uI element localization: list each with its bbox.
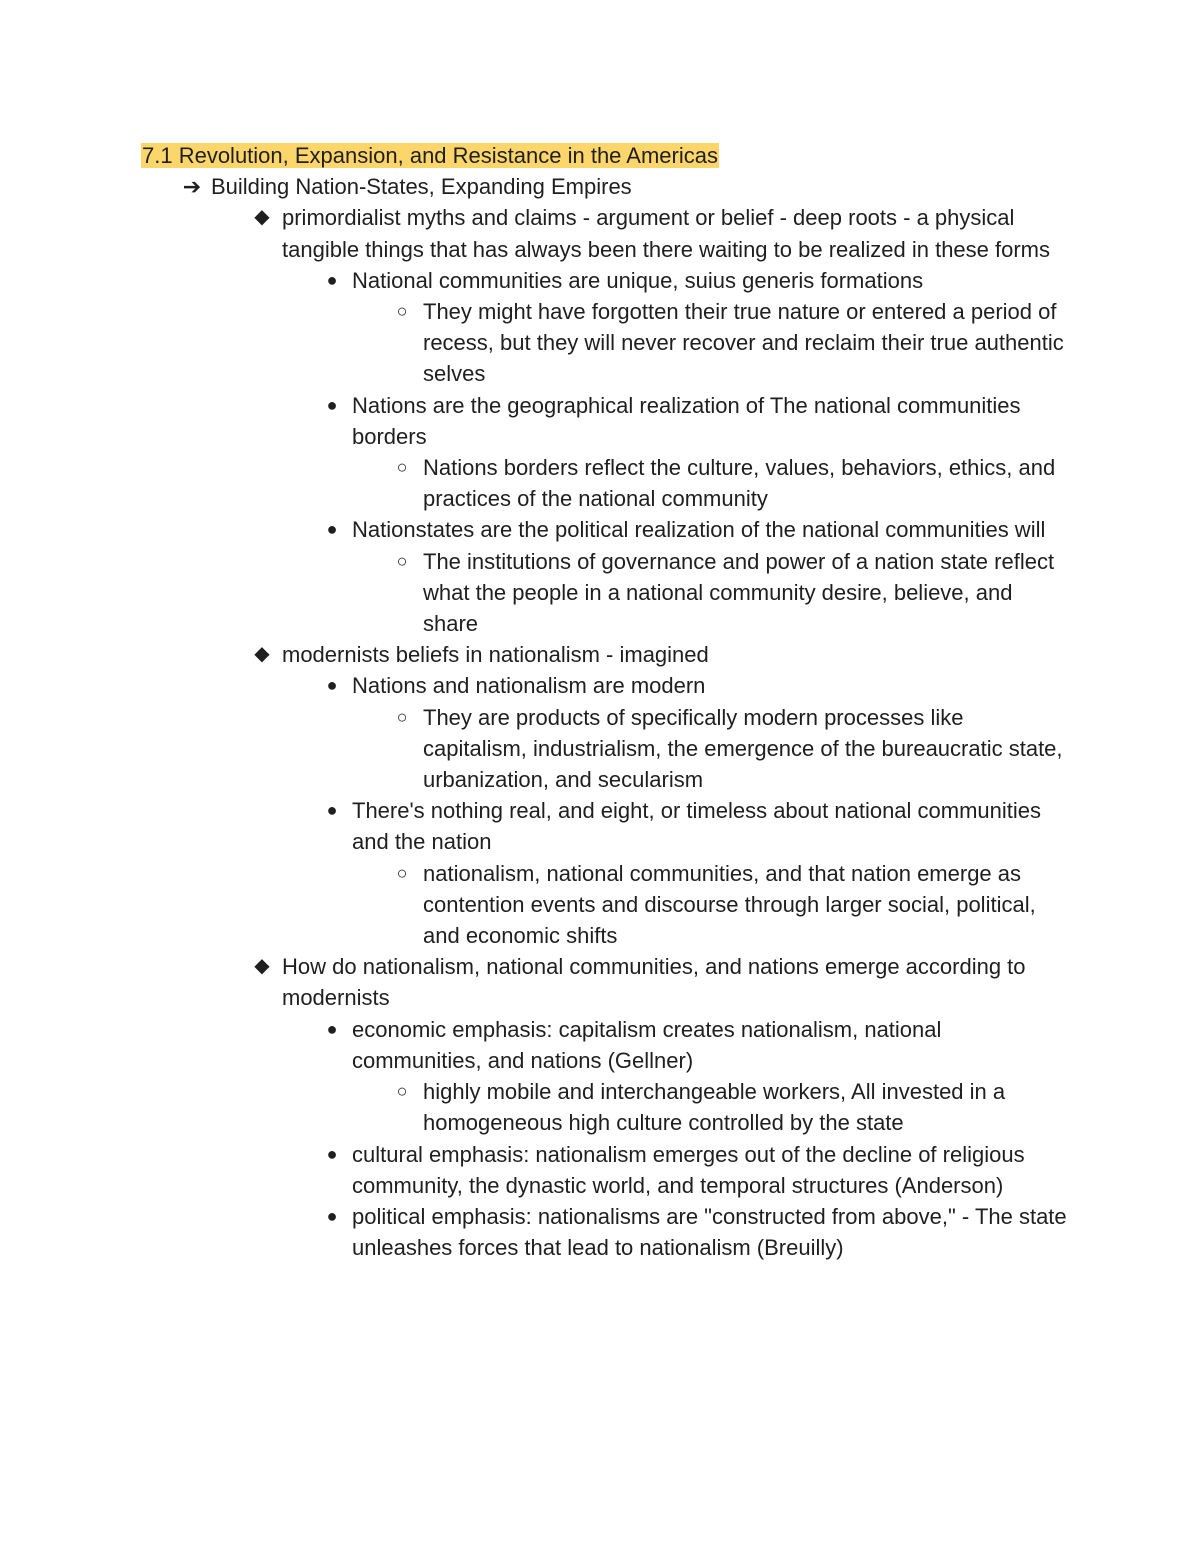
outline-item <box>141 390 1071 452</box>
outline-item <box>141 1014 1071 1076</box>
outline-item-text: National communities are unique, suius generis formations <box>352 267 924 293</box>
outline-item-text: Nations are the geographical realization of The national communities borders <box>352 392 1021 449</box>
outline-item <box>141 858 1071 952</box>
hollow-circle-bullet-icon: ○ <box>396 706 408 727</box>
outline-item-text: Building Nation-States, Expanding Empires <box>211 174 632 200</box>
diamond-bullet-icon: ◆ <box>254 206 270 229</box>
filled-circle-bullet-icon: ● <box>326 1205 338 1226</box>
outline-item <box>141 951 1071 1013</box>
outline-item <box>141 546 1071 640</box>
filled-circle-bullet-icon: ● <box>326 800 338 821</box>
outline-item-text: The institutions of governance and power of a nation state reflect what the people in a national community desire, believe, and share <box>423 548 1055 637</box>
hollow-circle-bullet-icon: ○ <box>396 1081 408 1102</box>
outline-item-text: primordialist myths and claims - argument or belief - deep roots - a physical tangible things that has always been there waiting to be realized in these forms <box>282 205 1051 262</box>
outline-item <box>141 514 1071 545</box>
outline-item <box>141 1201 1071 1263</box>
outline-item-text: They might have forgotten their true nature or entered a period of recess, but they will never recover and reclaim their true authentic selves <box>423 299 1064 387</box>
outline-item <box>141 795 1071 857</box>
outline-item <box>141 265 1071 296</box>
filled-circle-bullet-icon: ● <box>326 519 338 540</box>
outline-item <box>141 296 1071 390</box>
diamond-bullet-icon: ◆ <box>254 643 270 666</box>
outline-item <box>141 171 1071 202</box>
outline-item-text: cultural emphasis: nationalism emerges out of the decline of religious community, the dynastic world, and temporal structures (Anderson) <box>352 1141 1025 1198</box>
outline-item-text: Nations borders reflect the culture, values, behaviors, ethics, and practices of the national community <box>423 455 1056 512</box>
outline-item <box>141 452 1071 514</box>
arrow-bullet-icon: ➔ <box>182 174 202 200</box>
outline-item-text: political emphasis: nationalisms are "constructed from above," - The state unleashes forces that lead to nationalism (Breuilly) <box>352 1203 1067 1261</box>
outline-item-text: They are products of specifically modern processes like capitalism, industrialism, the emergence of the bureaucratic state, urbanization, and secularism <box>423 704 1063 793</box>
filled-circle-bullet-icon: ● <box>326 394 338 415</box>
outline-item-text: There's nothing real, and eight, or timeless about national communities and the nation <box>352 798 1042 855</box>
outline-item-text: economic emphasis: capitalism creates nationalism, national communities, and nations (Gellner) <box>352 1016 942 1073</box>
hollow-circle-bullet-icon: ○ <box>396 862 408 883</box>
hollow-circle-bullet-icon: ○ <box>396 457 408 478</box>
outline-item <box>141 670 1071 701</box>
filled-circle-bullet-icon: ● <box>326 1143 338 1164</box>
outline-item-text: Nationstates are the political realization of the national communities will <box>352 517 1046 543</box>
filled-circle-bullet-icon: ● <box>326 675 338 696</box>
outline-item-text: How do nationalism, national communities, and nations emerge according to modernists <box>282 954 1026 1011</box>
outline-item-text: Nations and nationalism are modern <box>352 673 706 699</box>
outline-item <box>141 1076 1071 1138</box>
filled-circle-bullet-icon: ● <box>326 1018 338 1039</box>
outline-item <box>141 202 1071 264</box>
section-heading-text: 7.1 Revolution, Expansion, and Resistance in the Americas <box>142 143 718 168</box>
hollow-circle-bullet-icon: ○ <box>396 550 408 571</box>
outline-item-text: modernists beliefs in nationalism - imagined <box>282 642 709 668</box>
outline-item <box>141 702 1071 796</box>
outline-item-text: highly mobile and interchangeable workers, All invested in a homogeneous high culture controlled by the state <box>423 1079 1006 1136</box>
hollow-circle-bullet-icon: ○ <box>396 301 408 322</box>
filled-circle-bullet-icon: ● <box>326 269 338 290</box>
outline-list <box>141 171 1071 1263</box>
document-content <box>141 140 1071 1263</box>
outline-item <box>141 1139 1071 1201</box>
section-heading <box>141 140 1071 171</box>
outline-item-text: nationalism, national communities, and that nation emerge as contention events and discourse through larger social, political, and economic shifts <box>423 860 1036 949</box>
outline-item <box>141 639 1071 670</box>
diamond-bullet-icon: ◆ <box>254 955 270 978</box>
